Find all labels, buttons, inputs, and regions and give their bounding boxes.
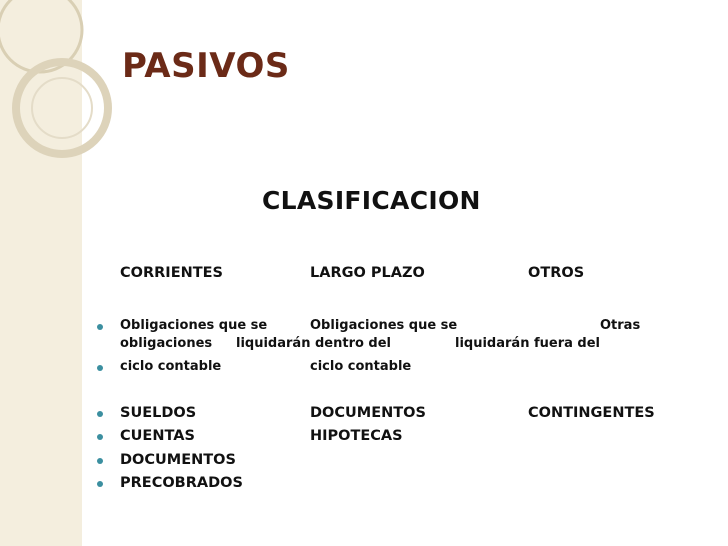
list-item-hipotecas: HIPOTECAS — [310, 428, 403, 444]
list-item-precobrados: PRECOBRADOS — [120, 475, 243, 491]
slide-title: PASIVOS — [122, 46, 290, 86]
header-largo-plazo: LARGO PLAZO — [310, 265, 425, 281]
bullet — [97, 434, 103, 440]
definition-corrientes-line1: Obligaciones que se — [120, 318, 268, 333]
bullet — [97, 481, 103, 487]
bullet — [97, 411, 103, 417]
bullet — [97, 324, 103, 330]
header-corrientes: CORRIENTES — [120, 265, 223, 281]
list-item-documentos-largo: DOCUMENTOS — [310, 405, 426, 421]
decorative-rings — [0, 0, 140, 200]
header-otros: OTROS — [528, 265, 585, 281]
definition-line2-b: liquidarán dentro del — [236, 336, 392, 351]
definition-line2-c: liquidarán fuera del — [455, 336, 600, 351]
list-item-sueldos: SUELDOS — [120, 405, 197, 421]
definition-otros-line1: Otras — [600, 318, 641, 333]
definition-largo-plazo-line3: ciclo contable — [310, 359, 412, 374]
bullet — [97, 365, 103, 371]
bullet — [97, 458, 103, 464]
list-item-contingentes: CONTINGENTES — [528, 405, 655, 421]
definition-line2-a: obligaciones — [120, 336, 213, 351]
definition-largo-plazo-line1: Obligaciones que se — [310, 318, 458, 333]
list-item-cuentas: CUENTAS — [120, 428, 195, 444]
definition-corrientes-line3: ciclo contable — [120, 359, 222, 374]
list-item-documentos: DOCUMENTOS — [120, 452, 236, 468]
slide-subtitle: CLASIFICACION — [262, 186, 481, 215]
